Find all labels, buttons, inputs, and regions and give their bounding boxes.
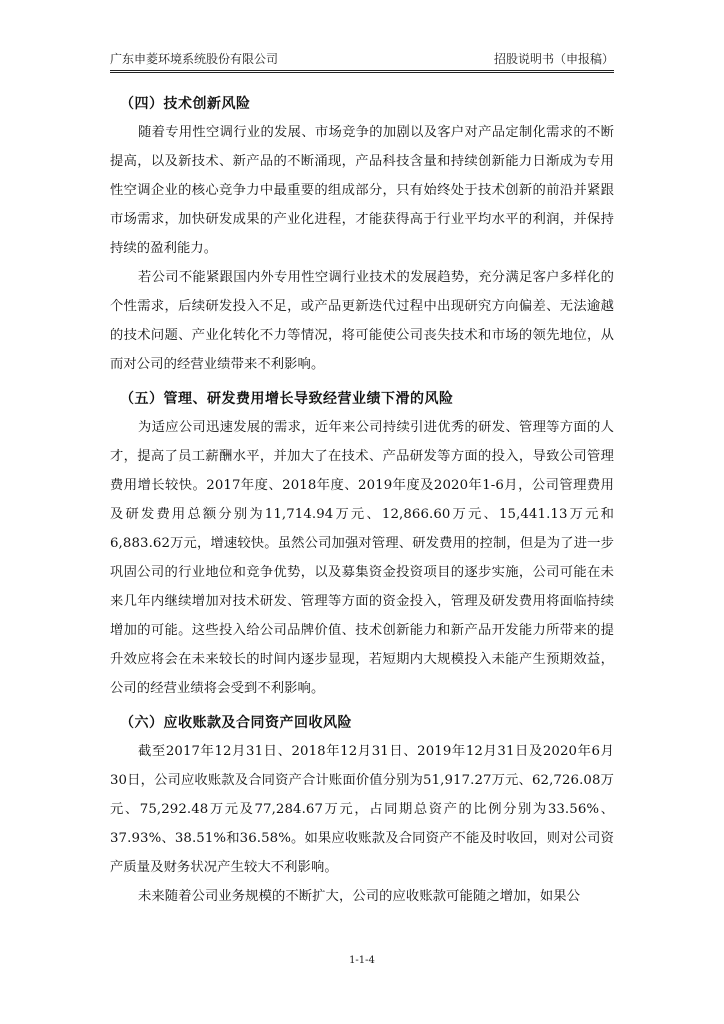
page-header: [110, 50, 614, 68]
paragraph: 未来随着公司业务规模的不断扩大，公司的应收账款可能随之增加，如果公: [138, 889, 581, 904]
section-heading: （六）应收账款及合同资产回收风险: [120, 715, 352, 731]
header-rule: [110, 70, 614, 71]
header-rule-thin: [110, 72, 614, 73]
paragraph: 截至2017年12月31日、2018年12月31日、2019年12月31日及2020年6月30日，公司应收账款及合同资产合计账面价值分别为51,917.27万元、62,726.08万元、75,292.48万元及77,284.67万元，占同期总资产的比例分别为33.56%、37.93%、38.51%和36.58%。如果应收账款及合同资产不能及时收回，则对公司资产质量及财务状况产生较大不利影响。: [110, 744, 614, 875]
paragraph: 为适应公司迅速发展的需求，近年来公司持续引进优秀的研发、管理等方面的人才，提高了员工薪酬水平，并加大了在技术、产品研发等方面的投入，导致公司管理费用增长较快。2017年度、2018年度、2019年度及2020年1-6月，公司管理费用及研发费用总额分别为11,714.94万元、12,866.60万元、15,441.13万元和6,883.62万元，增速较快。虽然公司加强对管理、研发费用的控制，但是为了进一步巩固公司的行业地位和竞争优势，以及募集资金投资项目的逐步实施，公司可能在未来几年内继续增加对技术研发、管理等方面的资金投入，管理及研发费用将面临持续增加的可能。这些投入给公司品牌价值、技术创新能力和新产品开发能力所带来的提升效应将会在未来较长的时间内逐步显现，若短期内大规模投入未能产生预期效益，公司的经营业绩将会受到不利影响。: [110, 420, 614, 696]
section-receivables-risk: [110, 709, 614, 911]
header-company-name: 广东申菱环境系统股份有限公司: [110, 52, 279, 66]
section-tech-innovation-risk: [110, 90, 614, 379]
section-heading: （四）技术创新风险: [120, 96, 251, 112]
header-document-title: 招股说明书（申报稿）: [493, 52, 614, 66]
paragraph: 随着专用性空调行业的发展、市场竞争的加剧以及客户对产品定制化需求的不断提高，以及新技术、新产品的不断涌现，产品科技含量和持续创新能力日渐成为专用性空调企业的核心竞争力中最重要的组成部分，只有始终处于技术创新的前沿并紧跟市场需求，加快研发成果的产业化进程，才能获得高于行业平均水平的利润，并保持持续的盈利能力。: [110, 125, 614, 256]
section-heading: （五）管理、研发费用增长导致经营业绩下滑的风险: [120, 391, 454, 407]
document-body: [110, 84, 614, 911]
section-expense-growth-risk: [110, 385, 614, 703]
page-number: 1-1-4: [349, 955, 375, 966]
paragraph: 若公司不能紧跟国内外专用性空调行业技术的发展趋势，充分满足客户多样化的个性需求，后续研发投入不足，或产品更新迭代过程中出现研究方向偏差、无法逾越的技术问题、产业化转化不力等情况，将可能使公司丧失技术和市场的领先地位，从而对公司的经营业绩带来不利影响。: [110, 270, 614, 372]
